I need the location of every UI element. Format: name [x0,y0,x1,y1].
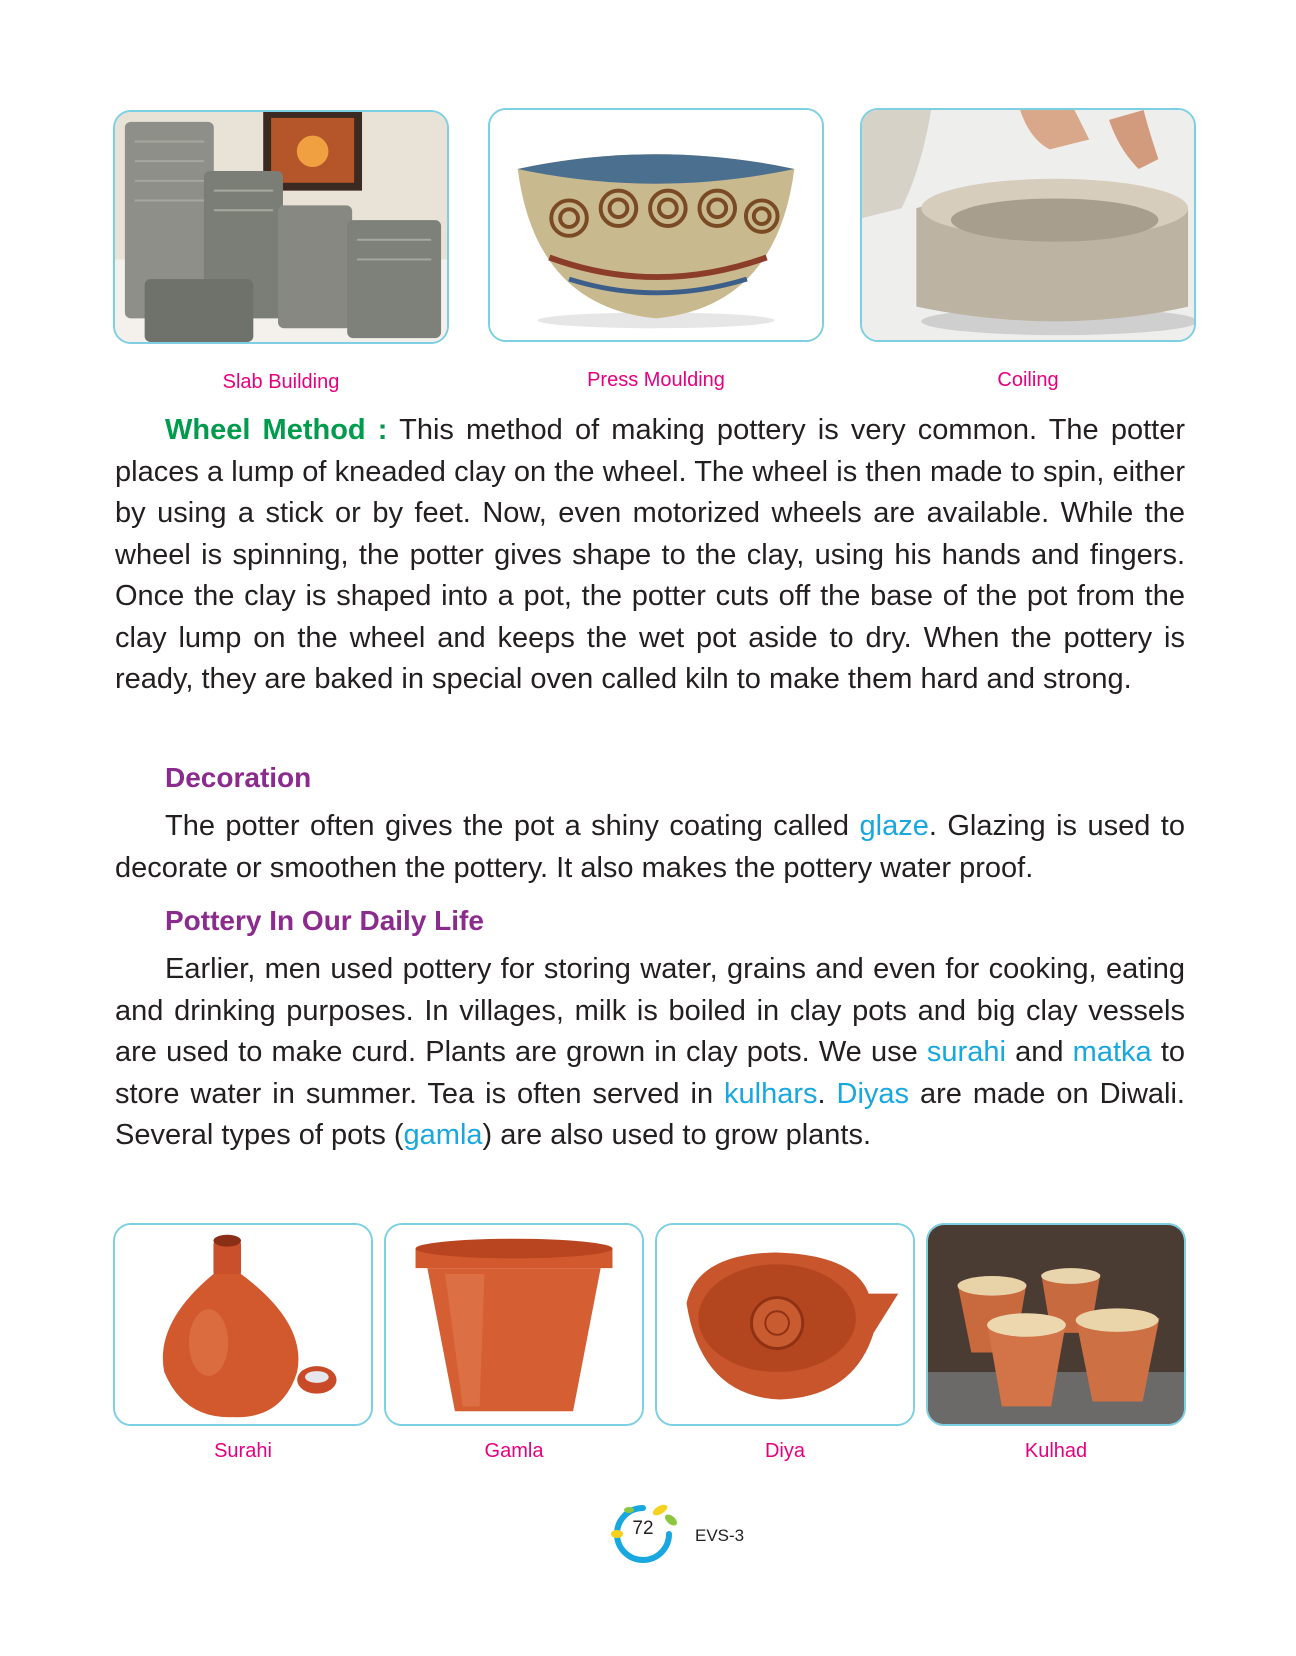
caption-coiling: Coiling [997,369,1059,391]
decoration-text-cont: . Glazing is used to decorate or smoothen the pottery. It also makes the pottery water proof. [115,810,1185,884]
coiling-photo [860,108,1196,342]
wheel-method-term: Wheel Method : [165,414,388,446]
caption-surahi: Surahi [214,1440,272,1462]
daily-life-text-2: and [1005,1036,1073,1068]
term-diyas: Diyas [836,1077,910,1110]
diya-photo [655,1223,915,1426]
caption-kulhad: Kulhad [1024,1440,1088,1462]
daily-life-text-4: . [817,1077,837,1110]
slab-building-photo [113,110,449,344]
decoration-paragraph [115,806,1185,889]
term-glaze: glaze [859,810,929,842]
gamla-photo [384,1223,644,1426]
decoration-text: The potter often gives the pot a shiny coating called [165,810,860,842]
wheel-method-paragraph [115,410,1185,701]
caption-press-moulding: Press Moulding [587,369,725,391]
term-matka: matka [1072,1036,1152,1068]
page-number: 72 [632,1518,654,1539]
daily-life-text-3: to store water in summer. Tea is often served in [115,1036,1186,1110]
caption-gamla: Gamla [484,1440,544,1462]
press-moulding-photo [488,108,824,342]
daily-life-heading: Pottery In Our Daily Life [165,905,484,936]
kulhad-photo [926,1223,1186,1426]
caption-slab-building: Slab Building [222,371,340,393]
daily-life-text-6: ) are also used to grow plants. [482,1119,872,1151]
term-kulhars: kulhars [724,1077,818,1110]
daily-life-paragraph [115,949,1185,1157]
term-gamla: gamla [403,1119,483,1151]
daily-life-text: Earlier, men used pottery for storing water, grains and even for cooking, eating and drinking purposes. In villages, milk is boiled in clay pots and big clay vessels are used to make curd. Plants are grown in clay pots. We use [115,953,1185,1068]
caption-diya: Diya [764,1440,805,1462]
decoration-heading: Decoration [165,762,312,793]
wheel-method-text: This method of making pottery is very common. The potter places a lump of kneaded clay on the wheel. The wheel is then made to spin, either by using a stick or by feet. Now, even motorized wheels are available. While the wheel is spinning, the potter gives shape to the clay, using his hands and fingers. Once the clay is shaped into a pot, the potter cuts off the base of the pot from the clay lump on the wheel and keeps the wet pot aside to dry. When the pottery is ready, they are baked in special oven called kiln to make them hard and strong. [115,414,1185,695]
page-footer [605,1500,745,1570]
daily-life-text-5: are made on Diwali. Several types of pots ( [115,1077,1185,1151]
term-surahi: surahi [926,1036,1006,1068]
surahi-photo [113,1223,373,1426]
book-code: EVS-3 [695,1526,745,1545]
